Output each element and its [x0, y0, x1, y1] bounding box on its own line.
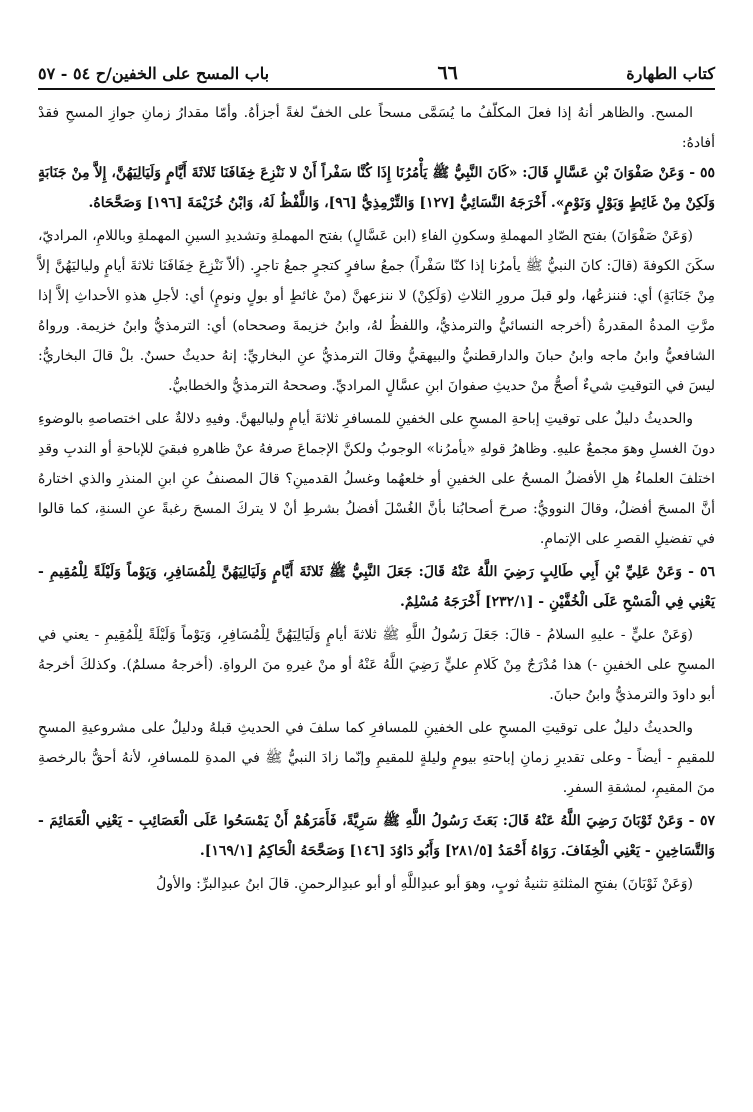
commentary-paragraph: (وَعَنْ ثَوْبَانَ) بفتحِ المثلثةِ تثنيةُ ثوبٍ، وهوَ أبو عبدِاللَّهِ أو أبو عبدِالرحمنِ. قالَ ابنُ عبدِالبرِّ: والأولُ — [156, 876, 693, 892]
hadith-text: - وَعَنْ عَلِيِّ بْنِ أَبِي طَالِبٍ رَضِيَ اللَّهُ عَنْهُ قَالَ: جَعَلَ النَّبِيُّ ﷺ ثَلاثَةَ أَيَّامٍ وَلَيَالِيَهُنَّ لِلْمُسَافِرِ، وَيَوْماً وَلَيْلَةً لِلْمُقِيمِ - يَعْنِي فِي الْمَسْحِ عَلَى الْخُفَّيْنِ - [٢٣٢/١] أَخْرَجَهُ مُسْلِمٌ. — [38, 564, 715, 610]
commentary-paragraph: (وَعَنْ صَفْوَانَ) بفتح الصّادِ المهملةِ وسكونِ الفاءِ (ابن عَسَّالٍ) بفتح المهملةِ وتشديدِ السينِ المهملةِ وباللامِ، المراديّ، سكَنَ الكوفةَ (قالَ: كانَ النبيُّ ﷺ يأمرُنا إذا كنّا سَفْراً) جمعُ سافرٍ كتجرٍ جمعُ تاجرٍ. (ألاّ نَنْزِعَ خِفَافَنَا ثلاثةَ أيامٍ ولياليَهُنَّ إلاَّ مِنْ جَنَابَةٍ) أي: فننزعُها، ولو قبلَ مرورِ الثلاثِ (وَلَكِنْ) لا ننزعهنَّ (منْ غائطٍ أو بولٍ ونومٍ) أي: لأجلِ هذهِ الأحداثِ إلاَّ إذا مرَّتِ المدةُ المقدرةُ (أخرجه النسائيُّ والترمذيُّ، واللفظُ لهُ، وابنُ خزيمةَ وصححاه) أي: الترمذيُّ وابنُ خزيمة. ورواهُ الشافعيُّ وابنُ ماجه وابنُ حبانَ والدارقطنيُّ والبيهقيُّ وقالَ الترمذيُّ عنِ البخاريِّ: إنهُ حديثٌ حسنٌ. بلْ قالَ البخاريُّ: ليسَ في التوقيتِ شيءٌ أصحُّ منْ حديثِ صفوانَ ابنِ عسَّالٍ المراديِّ. وصححهُ الترمذيُّ والخطابيُّ. — [38, 228, 715, 394]
hadith-number: ٥٥ — [699, 165, 716, 181]
commentary-paragraph: والحديثُ دليلٌ على توقيتِ إباحةِ المسحِ على الخفينِ للمسافرِ ثلاثةَ أيامٍ ولياليهنَّ. وفيهِ دلالةٌ على اختصاصهِ بالوضوءِ دونَ الغسلِ وهوَ مجمعٌ عليهِ. وظاهرُ قولهِ «يأمرُنا» الوجوبُ ولكنَّ الإجماعَ صرفهُ عنْ ظاهرهِ فبقيَ للإباحةِ أو الندبِ وقدِ اختلفَ العلماءُ هلِ الأفضلُ المسحُ على الخفينِ أو خلعهُما وغسلُ القدمينِ؟ قالَ المصنفُ عنِ ابنِ المنذرِ والذي اختارهُ أنَّ المسحَ أفضلُ، وقالَ النوويُّ: صرحَ أصحابُنا بأنَّ الغُسْلَ أفضلُ بشرطِ أنْ لا يتركَ المسحَ رغبةً عنِ السنةِ، كما قالوا في تفضيلِ القصرِ على الإتمامِ. — [38, 411, 715, 547]
hadith-number: ٥٧ — [699, 813, 716, 829]
running-header — [38, 58, 715, 90]
commentary-paragraph: والحديثُ دليلٌ على توقيتِ المسحِ على الخفينِ للمسافرِ كما سلفَ في الحديثِ قبلهُ ودليلٌ على مشروعيةِ المسحِ للمقيمِ - أيضاً - وعلى تقديرِ زمانِ إباحتهِ بيومٍ وليلةٍ للمقيمِ وإنّما زادَ النبيُّ ﷺ في المدةِ للمسافرِ، لأنهُ أحقُّ بالرخصةِ منَ المقيمِ، لمشقةِ السفرِ. — [38, 720, 715, 796]
page-number: ٦٦ — [437, 62, 458, 84]
paragraph: المسح. والظاهر أنهُ إذا فعلَ المكلّفُ ما يُسَمَّى مسحاً على الخفّ لغةً أجزأهُ. وأمّا مقدارُ زمانِ جوازِ المسحِ فقدْ أفادهُ: — [38, 105, 715, 151]
hadith-text: - وَعَنْ صَفْوَانَ بْنِ عَسَّالٍ قَالَ: «كَانَ النَّبِيُّ ﷺ يَأْمُرُنَا إِذَا كُنَّا سَفْراً أَنْ لا نَنْزِعَ خِفَافَنَا ثَلاثَةَ أَيَّامٍ وَلَيَالِيَهُنَّ، إِلاَّ مِنْ جَنَابَةٍ وَلَكِنْ مِنْ غَائِطٍ وَبَوْلٍ وَنَوْمٍ». أَخْرَجَهُ النَّسَائِيُّ [١٢٧] وَالتِّرْمِذِيُّ [٩٦]، وَاللَّفْظُ لَهُ، وَابْنُ خُزَيْمَةَ [١٩٦] وَصَحَّحَاهُ. — [38, 165, 715, 211]
hadith-55 — [38, 158, 715, 218]
hadith-text: - وَعَنْ ثَوْبَانَ رَضِيَ اللَّهُ عَنْهُ قَالَ: بَعَثَ رَسُولُ اللَّهِ ﷺ سَرِيَّةً، فَأَمَرَهُمْ أَنْ يَمْسَحُوا عَلَى الْعَصَائِبِ - يَعْنِي الْعَمَائِمَ - وَالتَّسَاخِينِ - يَعْنِي الْخِفَافَ. رَوَاهُ أَحْمَدُ [٢٨١/٥] وَأَبُو دَاوُدَ [١٤٦] وَصَحَّحَهُ الْحَاكِمُ [١٦٩/١]. — [38, 813, 715, 859]
commentary-paragraph: (وَعَنْ عليٍّ - عليهِ السلامُ - قالَ: جَعَلَ رَسُولُ اللَّهِ ﷺ ثلاثةَ أيامٍ وَلَيَالِيَهُنَّ لِلْمُسَافِرِ، وَيَوْماً وَلَيْلَةً لِلْمُقِيمِ - يعني في المسحِ على الخفينِ -) هذا مُدْرَجٌ مِنْ كَلامِ عليٍّ رَضِيَ اللَّهُ عَنْهُ أو منْ غيرهِ منَ الرواةِ. (أخرجهُ مسلمٌ). وكذلكَ أخرجهُ أبو داودَ والترمذيُّ وابنُ حبانَ. — [38, 627, 715, 703]
book-title: كتاب الطهارة — [626, 63, 715, 83]
chapter-title: باب المسح على الخفين/ح ٥٤ - ٥٧ — [38, 63, 270, 83]
hadith-56 — [38, 557, 715, 617]
hadith-number: ٥٦ — [699, 564, 715, 580]
hadith-57 — [38, 806, 715, 866]
text-body — [38, 98, 715, 899]
